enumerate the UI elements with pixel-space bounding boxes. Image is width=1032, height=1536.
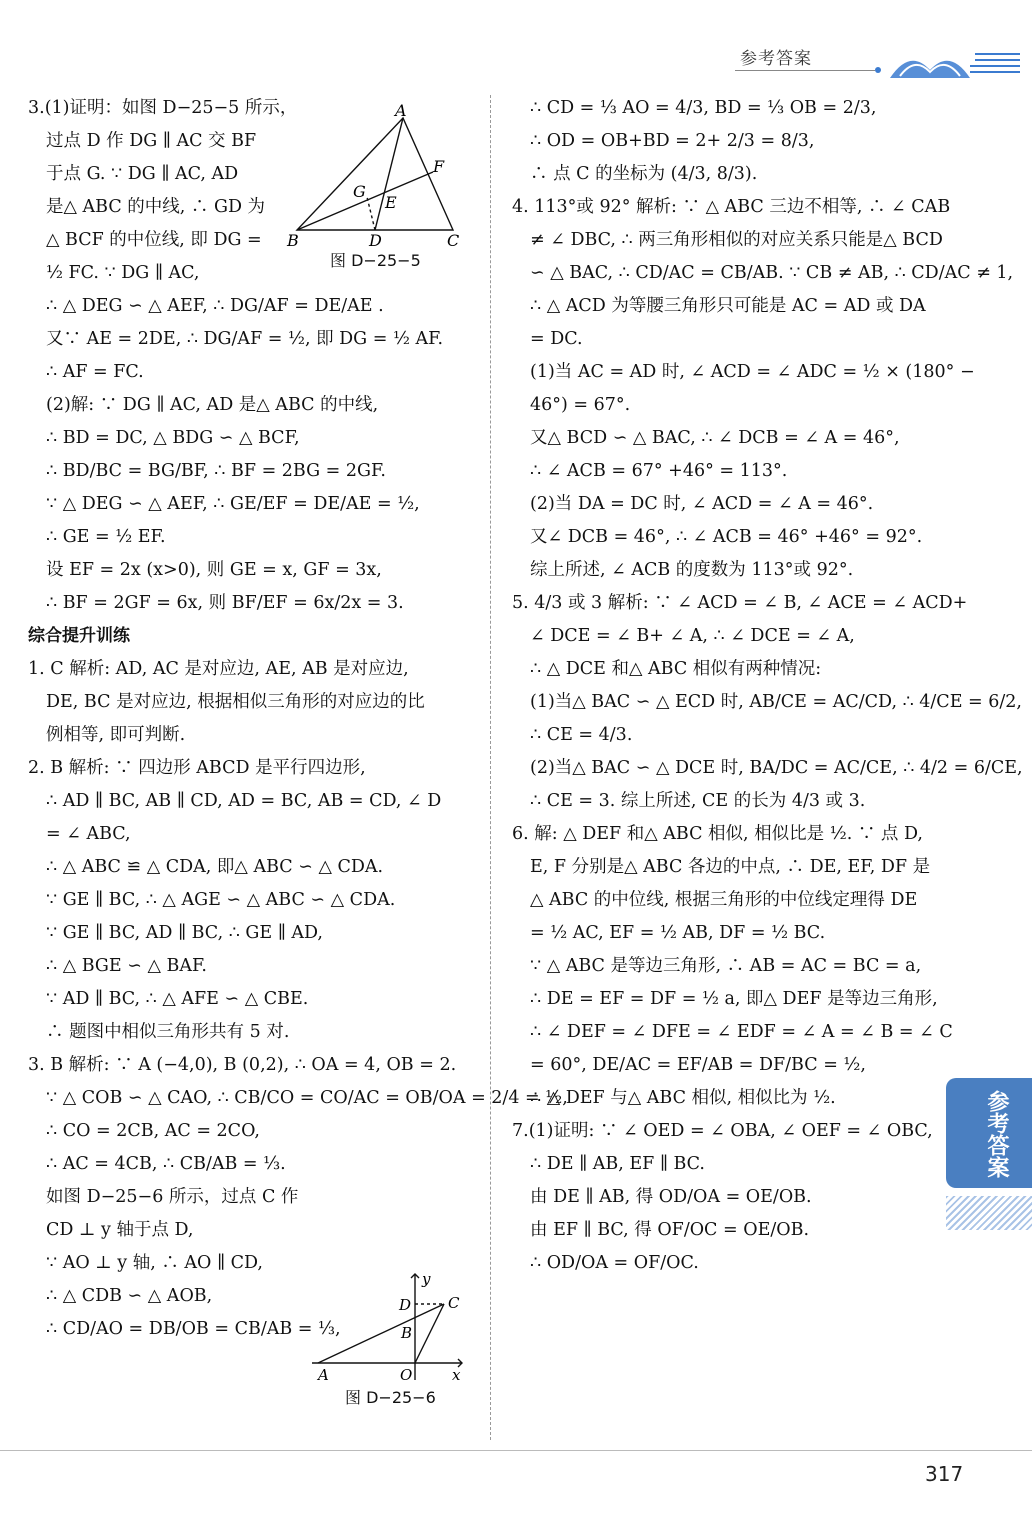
fig1-label-F: F bbox=[433, 157, 445, 176]
text-line: ∴ △ DCE 和△ ABC 相似有两种情况: bbox=[530, 659, 822, 679]
text-line: ½ FC. ∵ DG ∥ AC, bbox=[46, 263, 200, 283]
text-line: = 60°, DE/AC = EF/AB = DF/BC = ½, bbox=[530, 1055, 866, 1075]
text-line: 7.(1)证明: ∵ ∠ OED = ∠ OBA, ∠ OEF = ∠ OBC, bbox=[512, 1121, 933, 1141]
text-line: 由 EF ∥ BC, 得 OF/OC = OE/OB. bbox=[530, 1220, 810, 1240]
text-line: ∴ △ DEF 与△ ABC 相似, 相似比为 ½. bbox=[530, 1088, 836, 1108]
text-line: 由 DE ∥ AB, 得 OD/OA = OE/OB. bbox=[530, 1187, 812, 1207]
text-line: ≠ ∠ DBC, ∴ 两三角形相似的对应关系只能是△ BCD bbox=[530, 230, 943, 250]
text-line: ∴ BD = DC, △ BDG ∽ △ BCF, bbox=[46, 428, 300, 448]
text-line: △ BCF 的中位线, 即 DG = bbox=[46, 230, 262, 250]
column-divider bbox=[490, 95, 491, 1440]
text-line: 综合提升训练 bbox=[28, 626, 130, 646]
text-line: (2)当△ BAC ∽ △ DCE 时, BA/DC = AC/CE, ∴ 4/2 = 6/CE, bbox=[530, 758, 1023, 778]
text-line: = ½ AC, EF = ½ AB, DF = ½ BC. bbox=[530, 923, 826, 943]
text-line: 2. B 解析: ∵ 四边形 ABCD 是平行四边形, bbox=[28, 758, 366, 778]
text-line: 设 EF = 2x (x>0), 则 GE = x, GF = 3x, bbox=[46, 560, 382, 580]
fig2-label-O: O bbox=[400, 1366, 413, 1384]
fig1-label-D: D bbox=[369, 231, 382, 250]
text-line: ∴ GE = ½ EF. bbox=[46, 527, 166, 547]
fig2-label-B: B bbox=[401, 1324, 413, 1342]
text-line: ∴ △ BGE ∽ △ BAF. bbox=[46, 956, 207, 976]
fig1-label-E: E bbox=[385, 193, 397, 212]
text-line: ∴ BF = 2GF = 6x, 则 BF/EF = 6x/2x = 3. bbox=[46, 593, 404, 613]
header-rule bbox=[735, 70, 875, 71]
side-tab-stripe bbox=[946, 1196, 1032, 1230]
text-line: 6. 解: △ DEF 和△ ABC 相似, 相似比是 ½. ∵ 点 D, bbox=[512, 824, 923, 844]
text-line: 是△ ABC 的中线, ∴ GD 为 bbox=[46, 197, 266, 217]
text-line: ∽ △ BAC, ∴ CD/AC = CB/AB. ∵ CB ≠ AB, ∴ CD/AC ≠ 1, bbox=[530, 263, 1014, 283]
text-line: ∠ DCE = ∠ B+ ∠ A, ∴ ∠ DCE = ∠ A, bbox=[530, 626, 855, 646]
text-line: ∴ △ DEG ∽ △ AEF, ∴ DG/AF = DE/AE . bbox=[46, 296, 384, 316]
text-line: ∵ △ COB ∽ △ CAO, ∴ CB/CO = CO/AC = OB/OA = 2/4 = ½, bbox=[46, 1088, 568, 1108]
text-line: ∵ △ ABC 是等边三角形, ∴ AB = AC = BC = a, bbox=[530, 956, 922, 976]
text-line: 如图 D−25−6 所示，过点 C 作 bbox=[46, 1187, 299, 1207]
text-line: 4. 113°或 92° 解析: ∵ △ ABC 三边不相等, ∴ ∠ CAB bbox=[512, 197, 951, 217]
text-line: 综上所述, ∠ ACB 的度数为 113°或 92°. bbox=[530, 560, 854, 580]
text-line: ∴ AD ∥ BC, AB ∥ CD, AD = BC, AB = CD, ∠ D bbox=[46, 791, 442, 811]
text-line: DE, BC 是对应边, 根据相似三角形的对应边的比 bbox=[46, 692, 425, 712]
text-line: CD ⊥ y 轴于点 D, bbox=[46, 1220, 194, 1240]
figure-d-25-6 bbox=[312, 1270, 472, 1385]
fig2-label-A: A bbox=[318, 1366, 329, 1384]
text-line: ∴ CE = 4/3. bbox=[530, 725, 633, 745]
fig1-label-A: A bbox=[395, 101, 407, 120]
text-line: ∴ ∠ ACB = 67° +46° = 113°. bbox=[530, 461, 788, 481]
fig2-label-C: C bbox=[448, 1294, 460, 1312]
left-column bbox=[28, 92, 568, 1346]
text-line: ∴ △ ABC ≌ △ CDA, 即△ ABC ∽ △ CDA. bbox=[46, 857, 384, 877]
figure-caption: 图 D−25−6 bbox=[345, 1388, 436, 1407]
text-line: ∴ ∠ DEF = ∠ DFE = ∠ EDF = ∠ A = ∠ B = ∠ C bbox=[530, 1022, 953, 1042]
text-line: 5. 4/3 或 3 解析: ∵ ∠ ACD = ∠ B, ∠ ACE = ∠ ACD+ bbox=[512, 593, 968, 613]
figure-caption: 图 D−25−5 bbox=[330, 251, 421, 270]
text-line: △ ABC 的中位线, 根据三角形的中位线定理得 DE bbox=[530, 890, 918, 910]
text-line: ∵ GE ∥ BC, AD ∥ BC, ∴ GE ∥ AD, bbox=[46, 923, 323, 943]
text-line: 46°) = 67°. bbox=[530, 395, 631, 415]
text-line: ∴ CD/AO = DB/OB = CB/AB = ⅓, bbox=[46, 1319, 341, 1339]
text-line: = DC. bbox=[530, 329, 583, 349]
text-line: ∴ BD/BC = BG/BF, ∴ BF = 2BG = 2GF. bbox=[46, 461, 386, 481]
fig1-label-B: B bbox=[287, 231, 299, 250]
text-line: 于点 G. ∵ DG ∥ AC, AD bbox=[46, 164, 239, 184]
fig2-label-y: y bbox=[422, 1270, 431, 1288]
side-tab-label: 参考答案 bbox=[984, 1090, 1009, 1178]
text-line: ∴ △ CDB ∽ △ AOB, bbox=[46, 1286, 213, 1306]
text-line: (1)当 AC = AD 时, ∠ ACD = ∠ ADC = ½ × (180° − bbox=[530, 362, 975, 382]
text-line: ∴ 题图中相似三角形共有 5 对. bbox=[46, 1022, 290, 1042]
text-line: ∴ AC = 4CB, ∴ CB/AB = ⅓. bbox=[46, 1154, 286, 1174]
text-line: 又∵ AE = 2DE, ∴ DG/AF = ½, 即 DG = ½ AF. bbox=[46, 329, 444, 349]
text-line: ∵ AO ⊥ y 轴, ∴ AO ∥ CD, bbox=[46, 1253, 263, 1273]
text-line: (2)解: ∵ DG ∥ AC, AD 是△ ABC 的中线, bbox=[46, 395, 379, 415]
text-line: ∴ CO = 2CB, AC = 2CO, bbox=[46, 1121, 260, 1141]
text-line: ∴ DE = EF = DF = ½ a, 即△ DEF 是等边三角形, bbox=[530, 989, 938, 1009]
text-line: ∴ OD = OB+BD = 2+ 2/3 = 8/3, bbox=[530, 131, 815, 151]
fig1-label-G: G bbox=[353, 182, 366, 201]
side-tab bbox=[946, 1078, 1032, 1188]
text-line: E, F 分别是△ ABC 各边的中点, ∴ DE, EF, DF 是 bbox=[530, 857, 931, 877]
text-line: 3.(1)证明：如图 D−25−5 所示， bbox=[28, 98, 298, 118]
book-logo-icon bbox=[870, 40, 1020, 86]
text-line: ∴ OD/OA = OF/OC. bbox=[530, 1253, 699, 1273]
fig2-label-x: x bbox=[452, 1366, 461, 1384]
text-line: ∵ AD ∥ BC, ∴ △ AFE ∽ △ CBE. bbox=[46, 989, 309, 1009]
text-line: ∴ DE ∥ AB, EF ∥ BC. bbox=[530, 1154, 705, 1174]
text-line: 又△ BCD ∽ △ BAC, ∴ ∠ DCB = ∠ A = 46°, bbox=[530, 428, 900, 448]
text-line: 过点 D 作 DG ∥ AC 交 BF bbox=[46, 131, 257, 151]
text-line: ∴ △ ACD 为等腰三角形只可能是 AC = AD 或 DA bbox=[530, 296, 926, 316]
fig1-label-C: C bbox=[447, 231, 460, 250]
text-line: ∴ 点 C 的坐标为 (4/3, 8/3). bbox=[530, 164, 758, 184]
text-line: ∵ GE ∥ BC, ∴ △ AGE ∽ △ ABC ∽ △ CDA. bbox=[46, 890, 396, 910]
text-line: = ∠ ABC, bbox=[46, 824, 131, 844]
text-line: ∵ △ DEG ∽ △ AEF, ∴ GE/EF = DE/AE = ½, bbox=[46, 494, 420, 514]
footer-rule bbox=[0, 1450, 1032, 1451]
page-number: 317 bbox=[925, 1462, 964, 1486]
text-line: 例相等, 即可判断. bbox=[46, 725, 186, 745]
figure-d-25-5 bbox=[285, 100, 470, 250]
text-line: (2)当 DA = DC 时, ∠ ACD = ∠ A = 46°. bbox=[530, 494, 874, 514]
text-line: ∴ CE = 3. 综上所述, CE 的长为 4/3 或 3. bbox=[530, 791, 866, 811]
text-line: ∴ CD = ⅓ AO = 4/3, BD = ⅓ OB = 2/3, bbox=[530, 98, 877, 118]
header-title: 参考答案 bbox=[740, 49, 812, 69]
fig2-label-D: D bbox=[399, 1296, 412, 1314]
text-line: (1)当△ BAC ∽ △ ECD 时, AB/CE = AC/CD, ∴ 4/CE = 6/2, bbox=[530, 692, 1022, 712]
text-line: 又∠ DCB = 46°, ∴ ∠ ACB = 46° +46° = 92°. bbox=[530, 527, 923, 547]
text-line: ∴ AF = FC. bbox=[46, 362, 144, 382]
text-line: 3. B 解析: ∵ A (−4,0), B (0,2), ∴ OA = 4, OB = 2. bbox=[28, 1055, 457, 1075]
text-line: 1. C 解析: AD, AC 是对应边, AE, AB 是对应边, bbox=[28, 659, 409, 679]
